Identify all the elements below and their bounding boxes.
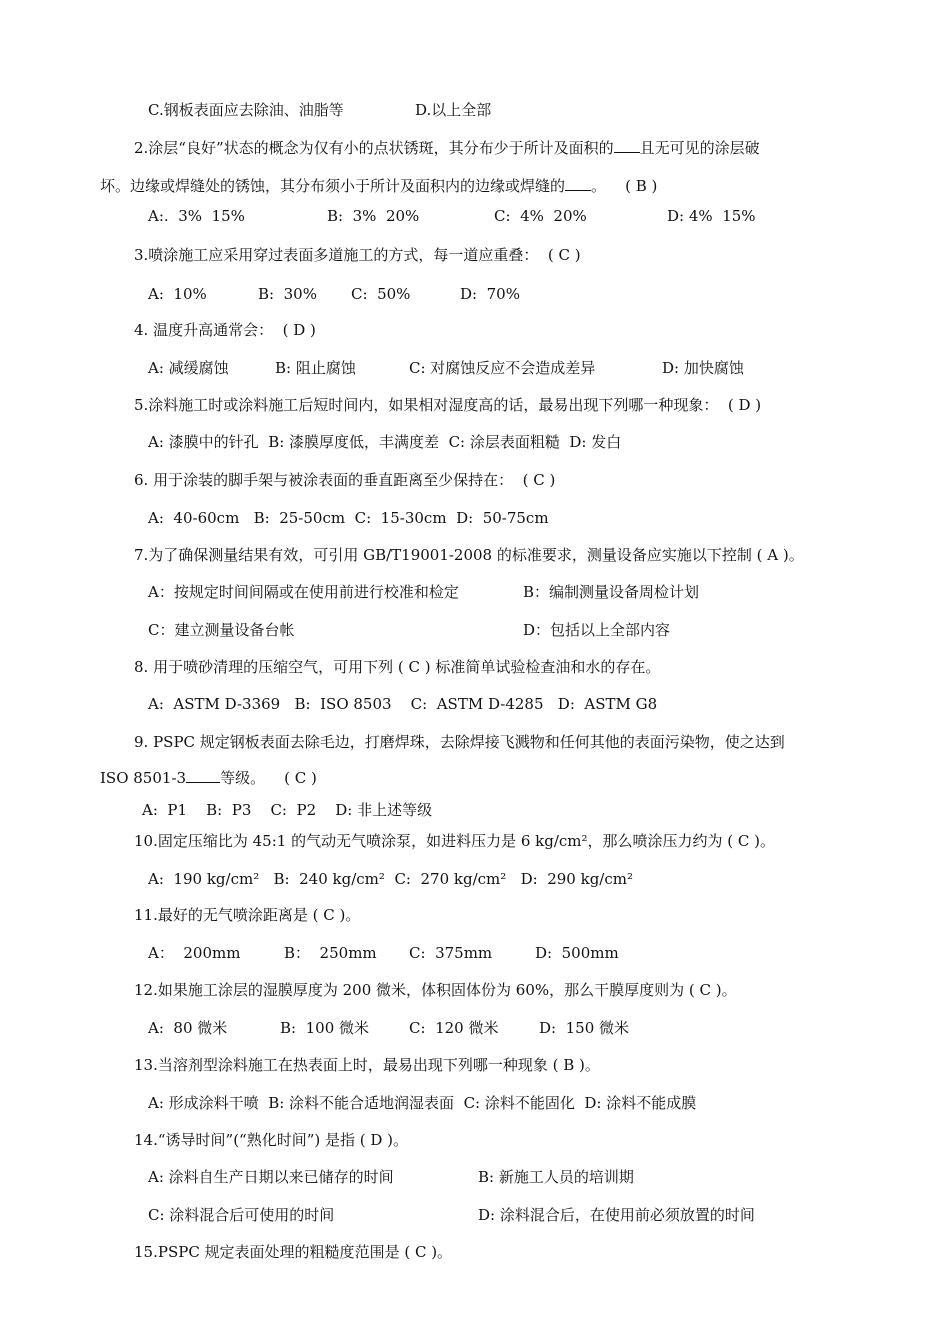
- q9-question-cont: [100, 768, 317, 788]
- q2-option-b: B: 3% 20%: [327, 207, 420, 225]
- q10-options: A: 190 kg/cm² B: 240 kg/cm² C: 270 kg/cm² D: 290 kg/cm²: [148, 870, 633, 888]
- q8-question: 8. 用于喷砂清理的压缩空气，可用下列 ( C ) 标准简单试验检查油和水的存在。: [134, 658, 661, 676]
- q9-text-b: 等级。 ( C ): [220, 769, 317, 787]
- q4-option-c: C: 对腐蚀反应不会造成差异: [409, 359, 596, 377]
- q13-options: A: 形成涂料干喷 B: 涂料不能合适地润湿表面 C: 涂料不能固化 D: 涂料不能成膜: [148, 1094, 697, 1112]
- q7-option-c: C：建立测量设备台帐: [148, 621, 295, 639]
- q12-option-d: D: 150 微米: [539, 1019, 630, 1037]
- q2-question: [134, 138, 760, 158]
- q2-option-c: C: 4% 20%: [494, 207, 587, 225]
- q3-question: 3.喷涂施工应采用穿过表面多道施工的方式，每一道应重叠： ( C ): [134, 246, 581, 264]
- q14-question: 14.“诱导时间”(“熟化时间”) 是指 ( D )。: [134, 1131, 409, 1149]
- q7-option-a: A：按规定时间间隔或在使用前进行校准和检定: [148, 583, 459, 601]
- q1-option-d: D.以上全部: [415, 101, 492, 119]
- q2-question-cont: [100, 176, 657, 196]
- q15-question: 15.PSPC 规定表面处理的粗糙度范围是 ( C )。: [134, 1243, 453, 1261]
- q1-option-c: C.钢板表面应去除油、油脂等: [148, 101, 344, 119]
- q14-option-b: B: 新施工人员的培训期: [478, 1168, 634, 1186]
- q4-option-d: D: 加快腐蚀: [662, 359, 744, 377]
- q4-question: 4. 温度升高通常会： ( D ): [134, 321, 316, 339]
- q6-options: A: 40-60cm B: 25-50cm C: 15-30cm D: 50-75cm: [148, 509, 549, 527]
- q11-option-b: B： 250mm: [284, 944, 377, 962]
- q8-options: A: ASTM D-3369 B: ISO 8503 C: ASTM D-4285 D: ASTM G8: [148, 695, 658, 713]
- q2-text-c: 坏。边缘或焊缝处的锈蚀，其分布须小于所计及面积内的边缘或焊缝的: [100, 177, 566, 195]
- q4-option-a: A: 减缓腐蚀: [148, 359, 229, 377]
- q7-option-d: D：包括以上全部内容: [523, 621, 671, 639]
- q6-question: 6. 用于涂装的脚手架与被涂表面的垂直距离至少保持在： ( C ): [134, 471, 556, 489]
- q9-blank: [186, 768, 220, 783]
- q12-option-c: C: 120 微米: [409, 1019, 499, 1037]
- q14-option-c: C: 涂料混合后可使用的时间: [148, 1206, 335, 1224]
- q2-text-d: 。 ( B ): [591, 177, 658, 195]
- q12-option-b: B: 100 微米: [280, 1019, 370, 1037]
- q3-option-d: D: 70%: [460, 285, 520, 303]
- q2-option-a: A:. 3% 15%: [148, 207, 245, 225]
- q11-option-d: D: 500mm: [535, 944, 619, 962]
- q12-option-a: A: 80 微米: [148, 1019, 228, 1037]
- q2-text-a: 2.涂层“良好”状态的概念为仅有小的点状锈斑，其分布少于所计及面积的: [134, 139, 614, 157]
- q11-question: 11.最好的无气喷涂距离是 ( C )。: [134, 906, 361, 924]
- q14-option-d: D: 涂料混合后，在使用前必须放置的时间: [478, 1206, 755, 1224]
- q5-options: A: 漆膜中的针孔 B: 漆膜厚度低，丰满度差 C: 涂层表面粗糙 D: 发白: [148, 433, 622, 451]
- q4-option-b: B: 阻止腐蚀: [275, 359, 356, 377]
- q7-question: 7.为了确保测量结果有效，可引用 GB/T19001-2008 的标准要求，测量设备应实施以下控制 ( A )。: [134, 546, 804, 564]
- q2-blank-1: [614, 138, 640, 153]
- q3-option-b: B: 30%: [258, 285, 317, 303]
- q7-option-b: B：编制测量设备周检计划: [523, 583, 700, 601]
- q2-blank-2: [565, 176, 591, 191]
- q2-option-d: D: 4% 15%: [667, 207, 756, 225]
- q2-text-b: 且无可见的涂层破: [639, 139, 760, 157]
- q11-option-c: C: 375mm: [409, 944, 493, 962]
- q12-question: 12.如果施工涂层的湿膜厚度为 200 微米，体积固体份为 60%，那么干膜厚度则为 ( C )。: [134, 981, 737, 999]
- q13-question: 13.当溶剂型涂料施工在热表面上时，最易出现下列哪一种现象 ( B )。: [134, 1056, 600, 1074]
- q5-question: 5.涂料施工时或涂料施工后短时间内，如果相对湿度高的话，最易出现下列哪一种现象： ( D ): [134, 396, 762, 414]
- q3-option-c: C: 50%: [351, 285, 411, 303]
- q9-text-a: ISO 8501-3: [100, 769, 187, 787]
- q9-options: A: P1 B: P3 C: P2 D: 非上述等级: [142, 801, 433, 819]
- q9-question: 9. PSPC 规定钢板表面去除毛边，打磨焊珠，去除焊接飞溅物和任何其他的表面污染物，使之达到: [134, 733, 785, 751]
- q14-option-a: A: 涂料自生产日期以来已储存的时间: [148, 1168, 394, 1186]
- q3-option-a: A: 10%: [148, 285, 207, 303]
- q11-option-a: A： 200mm: [148, 944, 241, 962]
- q10-question: 10.固定压缩比为 45:1 的气动无气喷涂泵，如进料压力是 6 kg/cm²，那么喷涂压力约为 ( C )。: [134, 832, 776, 850]
